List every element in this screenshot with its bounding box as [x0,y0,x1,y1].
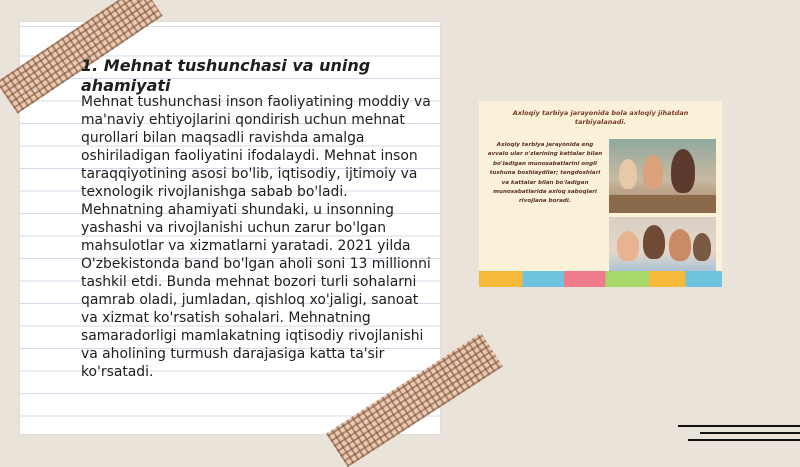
decorative-line [700,432,800,434]
slide-title: 1. Mehnat tushunchasi va uning ahamiyati [81,56,371,95]
decorative-line [688,439,800,441]
inset-card-color-strip [479,271,722,287]
inset-image-card [479,101,722,287]
decorative-line [678,425,800,427]
inset-card-title: Axloqiy tarbiya jarayonida bola axloqiy jihatdan tarbiyalanadi. [512,109,689,126]
inset-card-text: Axloqiy tarbiya jarayonida eng avvalo ular o'zlarining kattalar bilan bo'ladigan munosabatlarini ongli tushuna boshlaydilar; tengdoshlari va kattalar bilan bo'ladigan munosabatlarida axloq saboqlari rivojlana boradi. [487,142,603,205]
children-photo [609,217,716,275]
slide-body-text: Mehnat tushunchasi inson faoliyatining moddiy va ma'naviy ehtiyojlarini qondirish uchun mehnat qurollari bilan maqsadli ravishda amalga oshiriladigan faoliyatini ifodalaydi. Mehnat inson taraqqiyotining asosi bo'lib, iqtisodiy, ijtimoiy va texnologik rivojlanishga sabab bo'ladi. Mehnatning ahamiyati shundaki, u insonning yashashi va rivojlanishi uchun zarur bo'lgan mahsulotlar va xizmatlarni yaratadi. 2021 yilda O'zbekistonda band bo'lgan aholi soni 13 millionni tashkil etdi. Bunda mehnat bozori turli sohalarni qamrab oladi, jumladan, qishloq xo'jaligi, sanoat va xizmat ko'rsatish sohalari. Mehnatning samaradorligi mamlakatning iqtisodiy rivojlanishi va aholining turmush darajasiga katta ta'sir ko'rsatadi. [81,94,431,380]
classroom-photo [609,139,716,213]
